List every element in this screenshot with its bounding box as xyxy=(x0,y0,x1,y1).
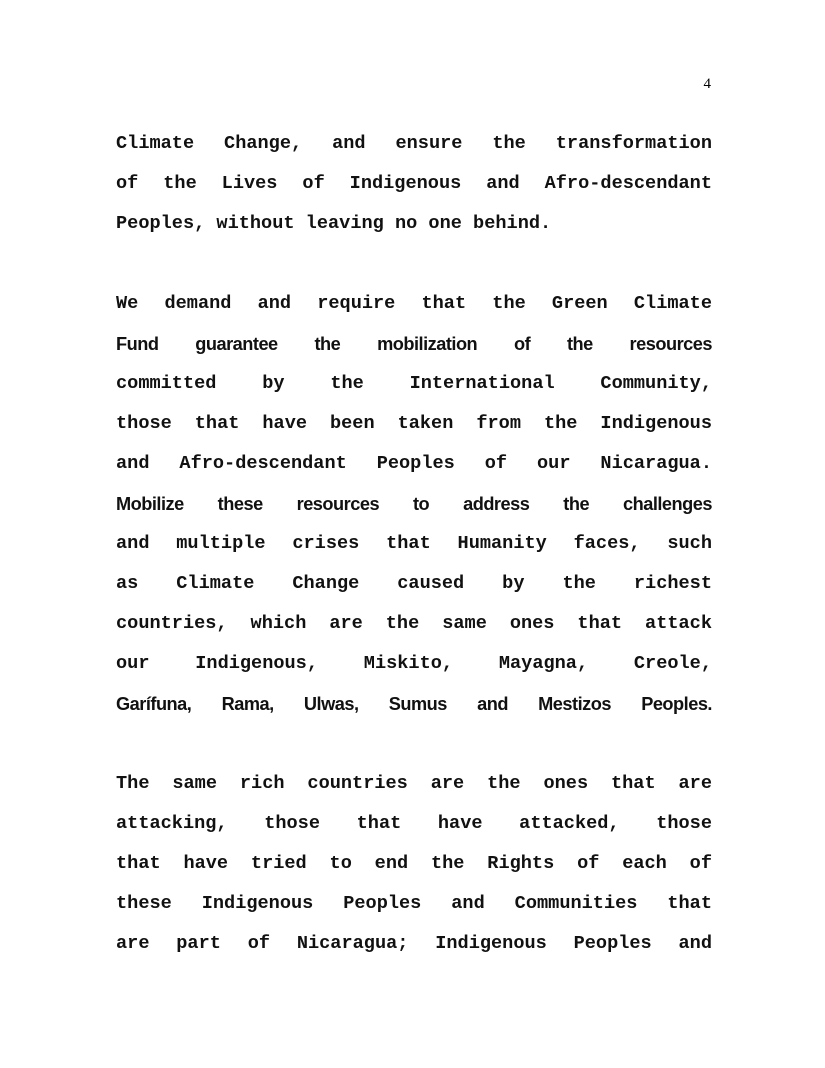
text-line: our Indigenous, Miskito, Mayagna, Creole, xyxy=(116,653,712,674)
paragraph-spacer xyxy=(116,244,712,284)
text-line: The same rich countries are the ones that are xyxy=(116,773,712,794)
page-number: 4 xyxy=(703,76,711,92)
text-line: are part of Nicaragua; Indigenous Peoples and xyxy=(116,933,712,954)
text-line: that have tried to end the Rights of each of xyxy=(116,853,712,874)
paragraph-1 xyxy=(116,124,712,244)
text-line: those that have been taken from the Indigenous xyxy=(116,413,712,434)
body-text xyxy=(116,124,712,964)
text-line: Peoples, without leaving no one behind. xyxy=(116,213,552,234)
text-line: Garífuna, Rama, Ulwas, Sumus and Mestizos Peoples. xyxy=(116,694,712,714)
paragraph-2 xyxy=(116,284,712,724)
text-line: countries, which are the same ones that attack xyxy=(116,613,712,634)
text-line: these Indigenous Peoples and Communities that xyxy=(116,893,712,914)
text-line: and multiple crises that Humanity faces, such xyxy=(116,533,712,554)
text-line: Fund guarantee the mobilization of the resources xyxy=(116,334,712,354)
text-line: We demand and require that the Green Climate xyxy=(116,293,712,314)
text-line: as Climate Change caused by the richest xyxy=(116,573,712,594)
paragraph-spacer xyxy=(116,724,712,764)
text-line: Climate Change, and ensure the transformation xyxy=(116,133,712,154)
text-line: of the Lives of Indigenous and Afro-descendant xyxy=(116,173,712,194)
text-line: committed by the International Community, xyxy=(116,373,712,394)
text-line: and Afro-descendant Peoples of our Nicaragua. xyxy=(116,453,712,474)
text-line: Mobilize these resources to address the challenges xyxy=(116,494,712,514)
paragraph-3 xyxy=(116,764,712,964)
text-line: attacking, those that have attacked, those xyxy=(116,813,712,834)
